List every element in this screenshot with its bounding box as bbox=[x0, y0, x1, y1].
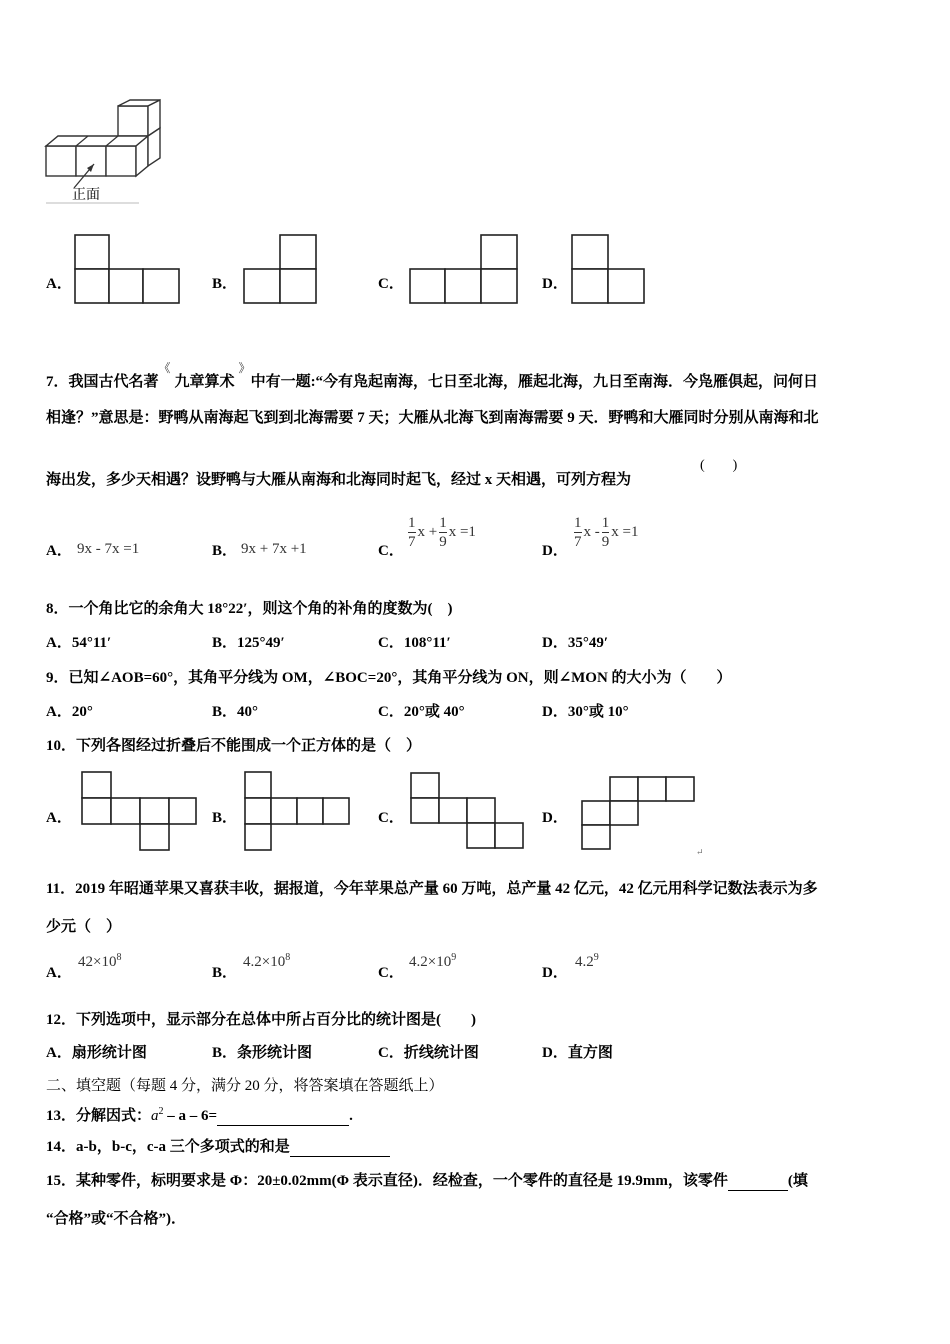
q8-option-a: A．54°11′ bbox=[46, 635, 112, 651]
cube-solid-figure bbox=[44, 98, 174, 208]
q11-a-exp: 8 bbox=[116, 952, 122, 963]
q11-option-a-value bbox=[78, 952, 121, 971]
q12-stem: 12．下列选项中，显示部分在总体中所占百分比的统计图是( ) bbox=[46, 1012, 476, 1028]
q6-option-b-label: B． bbox=[212, 276, 238, 292]
q7-d-num2: 1 bbox=[601, 515, 610, 531]
q6-option-a-figure bbox=[74, 234, 184, 306]
q7-c-end: x =1 bbox=[448, 523, 476, 540]
q7-c-mid: x + bbox=[417, 523, 438, 540]
q9-option-d: D．30°或 10° bbox=[542, 704, 629, 720]
q15-line1-end: (填 bbox=[787, 1173, 808, 1189]
q14-prefix: 14． bbox=[46, 1139, 77, 1155]
q11-line1: 11．2019 年昭通苹果又喜获丰收，据报道，今年苹果总产量 60 万吨，总产量 42 亿元，42 亿元用科学记数法表示为多 bbox=[46, 881, 818, 897]
q11-option-b-value bbox=[243, 952, 290, 971]
q11-option-a-label: A． bbox=[46, 965, 72, 981]
q9-option-c: C．20°或 40° bbox=[378, 704, 465, 720]
q7-option-a-label: A． bbox=[46, 543, 72, 559]
q7-d-num1: 1 bbox=[574, 515, 582, 531]
return-mark: ↵ bbox=[696, 847, 704, 857]
q11-c-base: 4.2×10 bbox=[409, 954, 452, 970]
q10-option-a-net bbox=[81, 771, 199, 853]
q10-stem: 10．下列各图经过折叠后不能围成一个正方体的是（ ） bbox=[46, 738, 422, 754]
q9-stem: 9．已知∠AOB=60°，其角平分线为 OM，∠BOC=20°，其角平分线为 ON，则∠MON 的大小为（ ） bbox=[46, 670, 732, 686]
q10-option-b-net bbox=[244, 771, 352, 853]
q10-option-c-net bbox=[410, 772, 528, 852]
figure-label-front: 正面 bbox=[72, 188, 100, 203]
q13-line bbox=[46, 1102, 353, 1126]
q11-option-b-label: B． bbox=[212, 965, 238, 981]
q7-option-c-label: C． bbox=[378, 543, 404, 559]
q7-d-mid: x - bbox=[583, 523, 600, 540]
q12-option-a: A．扇形统计图 bbox=[46, 1045, 147, 1061]
q7-c-num2: 1 bbox=[439, 515, 447, 531]
q9-option-a: A．20° bbox=[46, 704, 93, 720]
q12-option-d: D．直方图 bbox=[542, 1045, 613, 1061]
q9-option-b: B．40° bbox=[212, 704, 259, 720]
q13-end: . bbox=[349, 1108, 353, 1124]
q11-c-exp: 9 bbox=[451, 952, 457, 963]
q6-option-c-figure bbox=[409, 234, 521, 306]
q11-option-c-label: C． bbox=[378, 965, 404, 981]
q13-var: a bbox=[151, 1108, 159, 1124]
q11-a-base: 42×10 bbox=[78, 954, 117, 970]
q10-option-a-label: A． bbox=[46, 810, 72, 826]
q11-b-base: 4.2×10 bbox=[243, 954, 286, 970]
q7-d-den1: 7 bbox=[574, 534, 582, 550]
q11-b-exp: 8 bbox=[285, 952, 291, 963]
q11-option-d-value bbox=[575, 952, 599, 971]
q7-answer-paren: ( ) bbox=[700, 458, 738, 473]
q7-d-den2: 9 bbox=[601, 534, 610, 550]
q15-line2: “合格”或“不合格”)． bbox=[46, 1211, 186, 1227]
q14-text: a-b，b-c，c-a 三个多项式的和是 bbox=[76, 1139, 290, 1155]
q13-answer-blank[interactable] bbox=[217, 1111, 349, 1126]
q6-option-d-label: D． bbox=[542, 276, 568, 292]
q11-option-d-label: D． bbox=[542, 965, 568, 981]
q7-option-a-text: 9x - 7x =1 bbox=[77, 541, 140, 557]
q8-option-b: B．125°49′ bbox=[212, 635, 285, 651]
q11-d-base: 4.2 bbox=[575, 954, 594, 970]
q6-option-d-figure bbox=[571, 234, 647, 306]
q8-option-c: C．108°11′ bbox=[378, 635, 451, 651]
q6-option-c-label: C． bbox=[378, 276, 404, 292]
q7-option-b-text: 9x + 7x +1 bbox=[241, 541, 307, 557]
q12-option-c: C．折线统计图 bbox=[378, 1045, 479, 1061]
q13-rest: – a – 6= bbox=[163, 1108, 218, 1124]
q7-option-b-label: B． bbox=[212, 543, 238, 559]
q15-answer-blank[interactable] bbox=[728, 1176, 788, 1191]
q10-option-b-label: B． bbox=[212, 810, 238, 826]
q15-text: 15．某种零件，标明要求是 Φ：20±0.02mm(Φ 表示直径)．经检查，一个零件的直径是 19.9mm，该零件 bbox=[46, 1173, 728, 1189]
q14-line bbox=[46, 1137, 390, 1157]
q11-line2: 少元（ ） bbox=[46, 919, 122, 935]
q13-prefix: 13．分解因式： bbox=[46, 1108, 152, 1124]
q10-option-c-label: C． bbox=[378, 810, 404, 826]
q10-option-d-net bbox=[581, 776, 699, 852]
section-title: 二、填空题（每题 4 分，满分 20 分，将答案填在答题纸上） bbox=[46, 1078, 444, 1094]
q6-option-a-label: A． bbox=[46, 276, 72, 292]
q8-stem: 8．一个角比它的余角大 18°22′，则这个角的补角的度数为( ) bbox=[46, 601, 453, 617]
q7-c-den1: 7 bbox=[408, 534, 416, 550]
q7-line3: 海出发，多少天相遇？设野鸭与大雁从南海和北海同时起飞，经过 x 天相遇，可列方程为 bbox=[46, 472, 632, 488]
q7-option-d-label: D． bbox=[542, 543, 568, 559]
q7-line2: 相逢？”意思是：野鸭从南海起飞到到北海需要 7 天；大雁从北海飞到南海需要 9 天．野鸭和大雁同时分别从南海和北 bbox=[46, 410, 819, 426]
q10-option-d-label: D． bbox=[542, 810, 568, 826]
q8-option-d: D．35°49′ bbox=[542, 635, 609, 651]
q7-option-d-expr bbox=[572, 514, 638, 551]
q7-line1-rest: 中有一题:“今有凫起南海，七日至北海，雁起北海，九日至南海．今凫雁俱起，问何日 bbox=[250, 374, 819, 390]
q7-book-title: 九章算术 bbox=[174, 374, 235, 390]
q13-exp: 2 bbox=[158, 1106, 164, 1117]
q7-line1-start: 7．我国古代名著 bbox=[46, 374, 159, 390]
q6-option-b-figure bbox=[243, 234, 319, 306]
q11-d-exp: 9 bbox=[593, 952, 599, 963]
q12-option-b: B．条形统计图 bbox=[212, 1045, 313, 1061]
q11-option-c-value bbox=[409, 952, 456, 971]
q7-c-num1: 1 bbox=[408, 515, 416, 531]
q7-line1: 7．我国古代名著《九章算术》中有一题:“今有凫起南海，七日至北海，雁起北海，九日至南海．今凫雁俱起，问何日 bbox=[46, 361, 819, 390]
q14-answer-blank[interactable] bbox=[290, 1142, 390, 1157]
q7-c-den2: 9 bbox=[439, 534, 447, 550]
q7-d-end: x =1 bbox=[611, 523, 639, 540]
q7-option-c-expr bbox=[406, 514, 476, 551]
q15-line1 bbox=[46, 1171, 808, 1191]
